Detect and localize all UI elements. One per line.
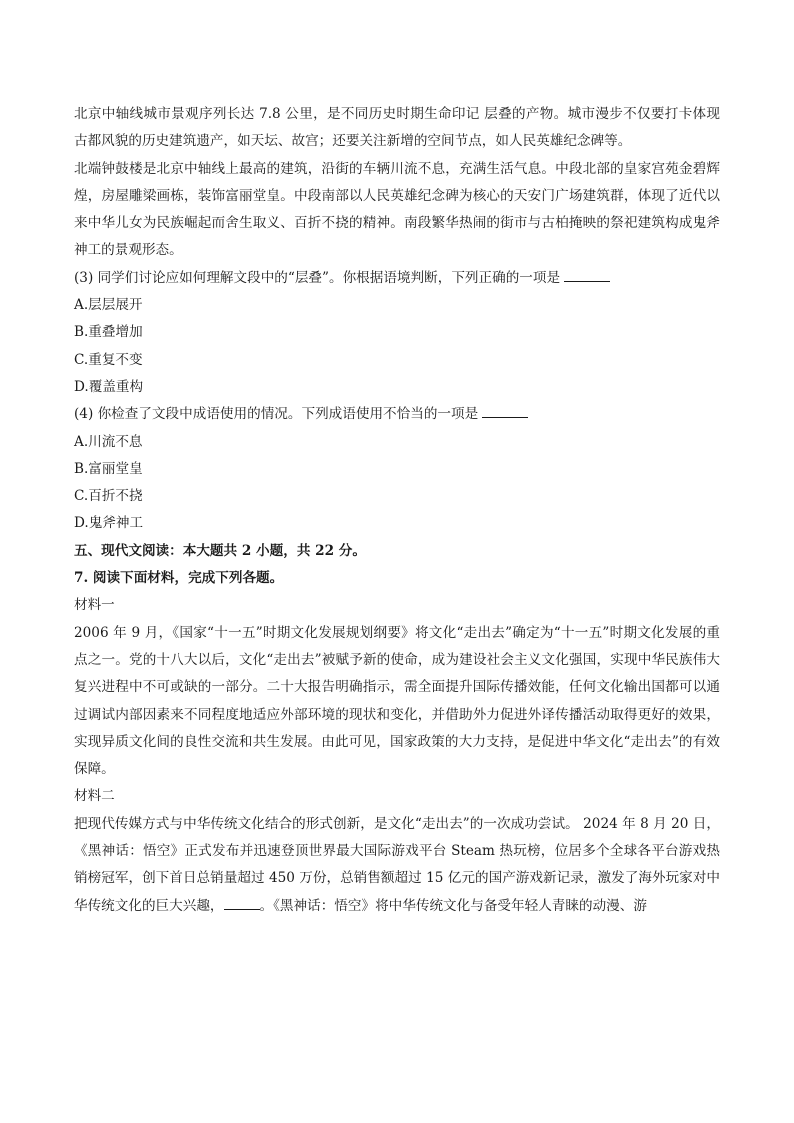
question-3-stem	[74, 265, 720, 292]
question-4-option-a: A.川流不息	[74, 433, 143, 450]
question-4-option-d: D.鬼斧神工	[74, 515, 144, 532]
section-5-heading	[74, 538, 720, 565]
passage-paragraph-2: 北端钟鼓楼是北京中轴线上最高的建筑，沿街的车辆川流不息，充满生活气息。中段北部的皇家宫苑金碧辉煌，房屋雕梁画栋，装饰富丽堂皇。中段南部以人民英雄纪念碑为核心的天安门广场建筑群，体现了近代以来中华儿女为民族崛起而舍生取义、百折不挠的精神。南段繁华热闹的街市与古柏掩映的祭祀建筑构成鬼斧神工的景观形态。	[74, 160, 720, 259]
question-4-stem	[74, 401, 720, 428]
question-3-option-b: B.重叠增加	[74, 324, 143, 341]
material-2-title: 材料二	[74, 788, 115, 805]
question-4-option-b: B.富丽堂皇	[74, 460, 143, 477]
material-2-text	[74, 811, 720, 920]
question-3-text: (3) 同学们讨论应如何理解文段中的“层叠”。你根据语境判断，下列正确的一项是	[74, 269, 561, 286]
passage-paragraph-1: 北京中轴线城市景观序列长达 7.8 公里，是不同历史时期生命印记 层叠的产物。城市漫步不仅要打卡体现古都风貌的历史建筑遗产，如天坛、故宫；还要关注新增的空间节点，如人民英雄纪念碑等。	[74, 106, 720, 150]
document-page	[74, 101, 720, 920]
material-2-text-after: 。《黑神话：悟空》将中华传统文化与备受年轻人青睐的动漫、游	[259, 897, 647, 914]
material-2-text-before: 把现代传媒方式与中华传统文化结合的形式创新，是文化“走出去”的一次成功尝试。 2024 年 8 月 20 日，《黑神话：悟空》正式发布并迅速登顶世界最大国际游戏平台 Steam 热玩榜，位居多个全球各平台游戏热销榜冠军，创下首日总销量超过 450 万份，总销售额超过 15 亿元的国产游戏新记录，激发了海外玩家对中华传统文化的巨大兴趣，	[74, 815, 720, 914]
question-4-text: (4) 你检查了文段中成语使用的情况。下列成语使用不恰当的一项是	[74, 406, 479, 423]
question-3-option-c: C.重复不变	[74, 351, 143, 368]
section-5-heading-detail: 本大题共 2 小题，共 22 分。	[182, 542, 366, 559]
question-3-option-a: A.层层展开	[74, 297, 143, 314]
answer-blank[interactable]	[564, 267, 610, 282]
answer-blank[interactable]	[482, 403, 528, 418]
question-3-option-d: D.覆盖重构	[74, 378, 144, 395]
question-7-stem: 7. 阅读下面材料，完成下列各题。	[74, 570, 284, 587]
material-1-title: 材料一	[74, 597, 115, 614]
fill-blank[interactable]	[224, 895, 260, 910]
section-5-heading-prefix: 五、现代文阅读：	[74, 542, 183, 559]
question-4-option-c: C.百折不挠	[74, 488, 143, 505]
material-1-text: 2006 年 9 月，《国家“十一五”时期文化发展规划纲要》将文化“走出去”确定为“十一五”时期文化发展的重点之一。党的十八大以后，文化“走出去”被赋予新的使命，成为建设社会主义文化强国，实现中华民族伟大复兴进程中不可或缺的一部分。二十大报告明确指示，需全面提升国际传播效能，任何文化输出国都可以通过调试内部因素来不同程度地适应外部环境的现状和变化，并借助外力促进外译传播活动取得更好的效果，实现异质文化间的良性交流和共生发展。由此可见，国家政策的大力支持，是促进中华文化“走出去”的有效保障。	[74, 624, 720, 778]
